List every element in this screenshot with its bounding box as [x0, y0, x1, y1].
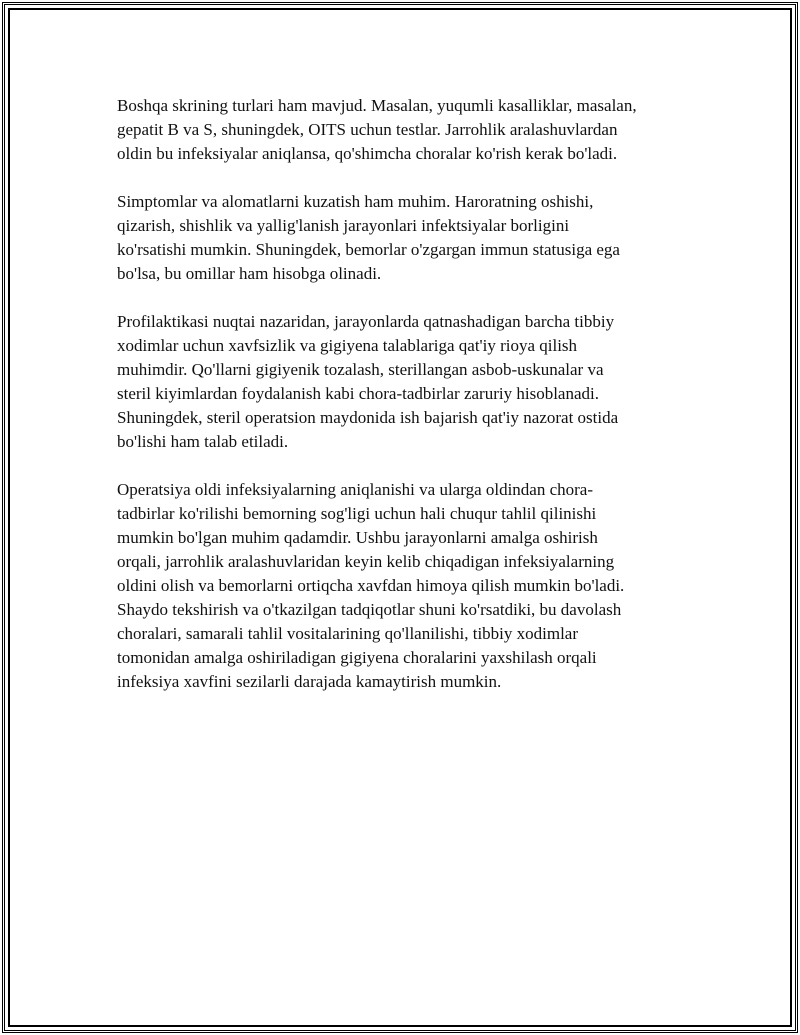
document-body	[117, 94, 697, 718]
paragraph-prophylaxis: Profilaktikasi nuqtai nazaridan, jarayonlarda qatnashadigan barcha tibbiy xodimlar uchun xavfsizlik va gigiyena talablariga qat'iy rioya qilish muhimdir. Qo'llarni gigiyenik tozalash, sterillangan asbob-uskunalar va steril kiyimlardan foydalanish kabi chora-tadbirlar zaruriy hisoblanadi. Shuningdek, steril operatsion maydonida ish bajarish qat'iy nazorat ostida bo'lishi ham talab etiladi.	[117, 312, 619, 451]
paragraph-screening-types: Boshqa skrining turlari ham mavjud. Masalan, yuqumli kasalliklar, masalan, gepatit B va S, shuningdek, OITS uchun testlar. Jarrohlik aralashuvlardan oldin bu infeksiyalar aniqlansa, qo'shimcha choralar ko'rish kerak bo'ladi.	[117, 96, 637, 163]
paragraph-symptoms: Simptomlar va alomatlarni kuzatish ham muhim. Haroratning oshishi, qizarish, shishlik va yallig'lanish jarayonlari infektsiyalar borligini ko'rsatishi mumkin. Shuningdek, bemorlar o'zgargan immun statusiga ega bo'lsa, bu omillar ham hisobga olinadi.	[117, 192, 620, 283]
paragraph-conclusion: Operatsiya oldi infeksiyalarning aniqlanishi va ularga oldindan chora- tadbirlar ko'rilishi bemorning sog'ligi uchun hali chuqur tahlil qilinishi mumkin bo'lgan muhim qadamdir. Ushbu jarayonlarni amalga oshirish orqali, jarrohlik aralashuvlaridan keyin kelib chiqadigan infeksiyalarning oldini olish va bemorlarni ortiqcha xavfdan himoya qilish mumkin bo'ladi. Shaydo tekshirish va o'tkazilgan tadqiqotlar shuni ko'rsatdiki, bu davolash choralari, samarali tahlil vositalarining qo'llanilishi, tibbiy xodimlar tomonidan amalga oshiriladigan gigiyena choralarini yaxshilash orqali infeksiya xavfini sezilarli darajada kamaytirish mumkin.	[117, 480, 625, 691]
